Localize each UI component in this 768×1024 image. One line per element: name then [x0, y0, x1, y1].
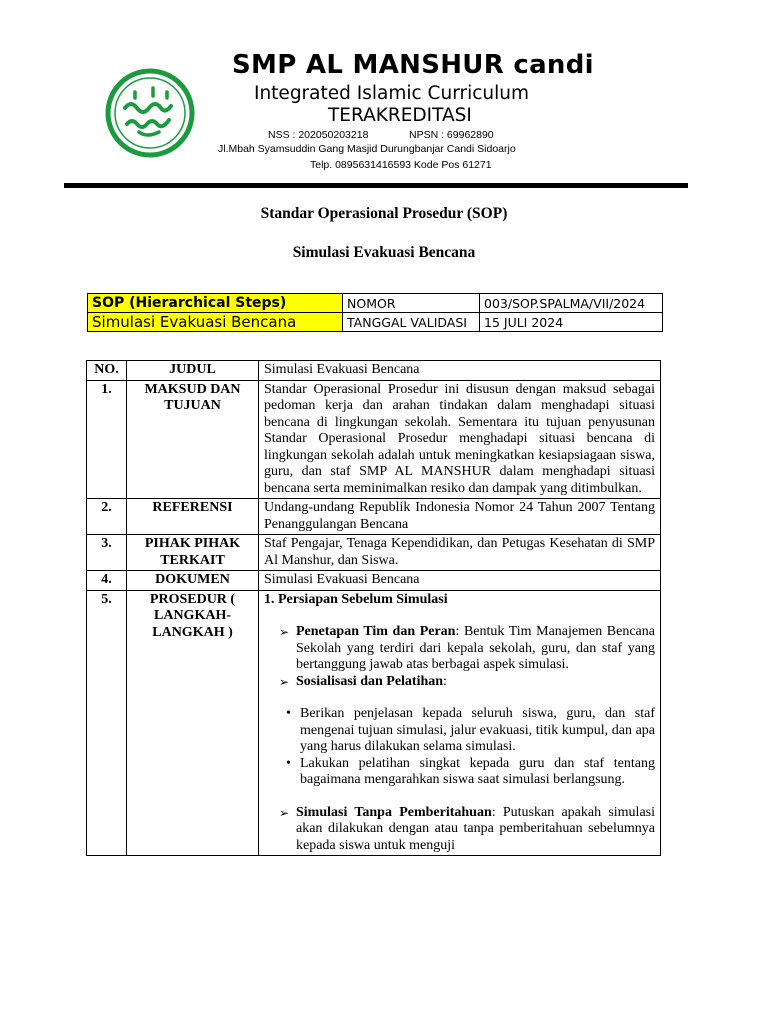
list-item — [264, 805, 655, 855]
header-judul-value: Simulasi Evakuasi Bencana — [259, 361, 661, 381]
list-item — [264, 624, 655, 674]
document-title: Standar Operasional Prosedur (SOP) — [260, 205, 508, 222]
sop-info-box — [87, 293, 663, 332]
accreditation-line: TERAKREDITASI — [328, 105, 472, 126]
header-divider — [64, 183, 688, 188]
school-name: SMP AL MANSHUR candi — [232, 50, 594, 80]
row-number: 2. — [87, 499, 127, 535]
bullet-text: Berikan penjelasan kepada seluruh siswa, guru, dan staf mengenai tujuan simulasi, jalur evakuasi, titik kumpul, dan apa yang harus dilakukan selama simulasi. — [300, 706, 655, 754]
sop-table — [86, 360, 661, 856]
school-phone: Telp. 0895631416593 Kode Pos 61271 — [310, 159, 492, 171]
row-title: DOKUMEN — [127, 571, 259, 591]
table-row-prosedur — [87, 590, 661, 856]
table-row — [87, 571, 661, 591]
bullet-icon: • — [286, 706, 291, 721]
item-text: : Putuskan apakah simulasi akan dilakukan dengan atau tanpa pemberitahuan sebelumnya kepada siswa untuk menguji — [296, 804, 655, 853]
table-header-row — [87, 361, 661, 381]
sop-label-hierarchical: SOP (Hierarchical Steps) — [88, 294, 343, 313]
school-logo — [105, 68, 195, 158]
row-number: 3. — [87, 535, 127, 571]
item-text: : Bentuk Tim Manajemen Bencana Sekolah yang terdiri dari kepala sekolah, guru, dan staf yang bertanggung jawab atas berbagai aspek simulasi. — [296, 624, 655, 672]
table-row — [87, 380, 661, 499]
row-title: PIHAK PIHAK TERKAIT — [127, 535, 259, 571]
curriculum-line: Integrated Islamic Curriculum — [254, 83, 529, 104]
item-heading: Simulasi Tanpa Pemberitahuan — [296, 804, 492, 820]
list-item — [264, 674, 655, 691]
header-no: NO. — [87, 361, 127, 381]
row-number: 5. — [87, 590, 127, 856]
item-text: : — [443, 673, 447, 689]
row-number: 1. — [87, 380, 127, 499]
tanggal-label: TANGGAL VALIDASI — [343, 313, 480, 332]
row-content: Staf Pengajar, Tenaga Kependidikan, dan Petugas Kesehatan di SMP Al Manshur, dan Siswa. — [259, 535, 661, 571]
item-heading: Penetapan Tim dan Peran — [296, 624, 456, 639]
npsn-number: NPSN : 69962890 — [409, 129, 494, 141]
row-title: REFERENSI — [127, 499, 259, 535]
arrow-bullet-icon: ➢ — [279, 625, 290, 639]
item-heading: Sosialisasi dan Pelatihan — [296, 673, 444, 689]
bullet-icon: • — [286, 755, 291, 771]
tanggal-value: 15 JULI 2024 — [480, 313, 663, 332]
sop-label-title: Simulasi Evakuasi Bencana — [88, 313, 343, 332]
header-judul: JUDUL — [127, 361, 259, 381]
arrow-bullet-icon: ➢ — [279, 805, 290, 820]
bullet-text: Lakukan pelatihan singkat kepada guru dan staf tentang bagaimana mengarahkan siswa saat simulasi berlangsung. — [300, 755, 655, 787]
table-row — [87, 499, 661, 535]
row-content: Standar Operasional Prosedur ini disusun dengan maksud sebagai pedoman kerja dan arahan tindakan dalam menghadapi situasi bencana di lingkungan sekolah. Sementara itu tujuan penyusunan Standar Operasional Prosedur menghadapi situasi bencana di lingkungan sekolah adalah untuk meningkatkan kesiapsiagaan siswa, guru, dan staf SMP AL MANSHUR dalam menghadapi situasi bencana serta meminimalkan resiko dan dampak yang ditimbulkan. — [259, 380, 661, 499]
table-row — [87, 535, 661, 571]
school-address: Jl.Mbah Syamsuddin Gang Masjid Durungbanjar Candi Sidoarjo — [218, 143, 516, 155]
arrow-bullet-icon: ➢ — [279, 674, 290, 689]
nomor-value: 003/SOP.SPALMA/VII/2024 — [480, 294, 663, 313]
nss-number: NSS : 202050203218 — [268, 129, 369, 141]
list-item — [264, 756, 655, 789]
section-title: 1. Persiapan Sebelum Simulasi — [264, 591, 448, 607]
row-number: 4. — [87, 571, 127, 591]
row-title: MAKSUD DAN TUJUAN — [127, 380, 259, 499]
row-content: Simulasi Evakuasi Bencana — [259, 571, 661, 591]
prosedur-content — [259, 590, 661, 856]
nomor-label: NOMOR — [343, 294, 480, 313]
row-content: Undang-undang Republik Indonesia Nomor 24 Tahun 2007 Tentang Penanggulangan Bencana — [259, 499, 661, 535]
list-item — [264, 706, 655, 756]
document-subtitle: Simulasi Evakuasi Bencana — [292, 244, 476, 261]
row-title: PROSEDUR ( LANGKAH-LANGKAH ) — [127, 590, 259, 856]
